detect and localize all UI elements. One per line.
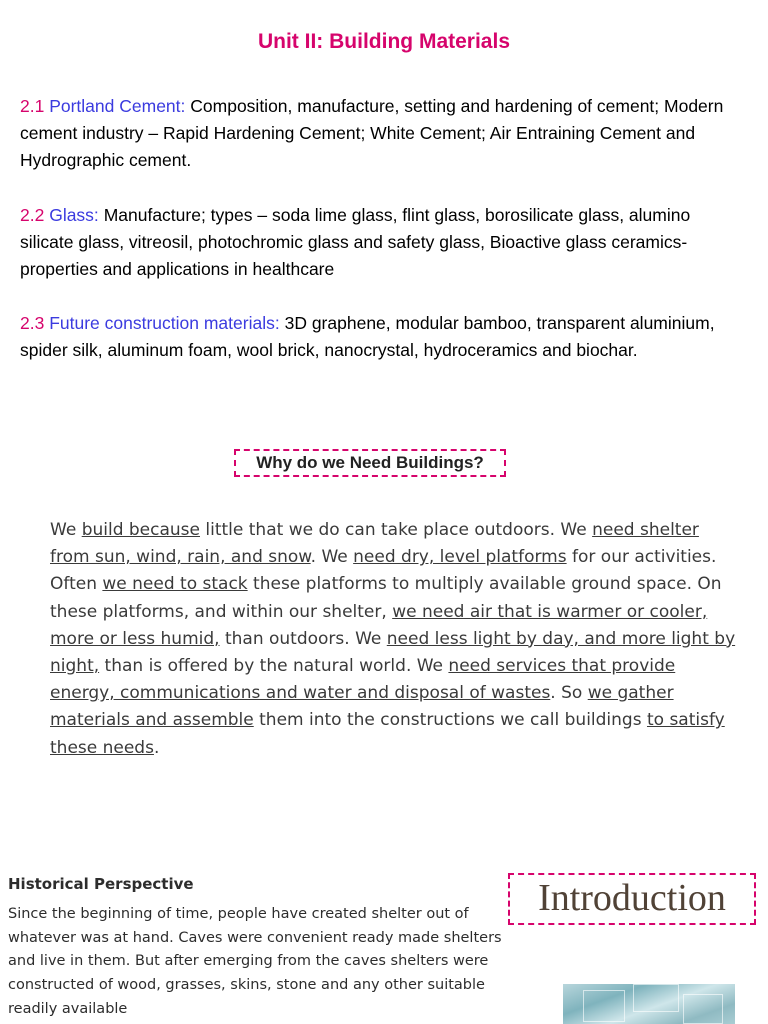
- paragraph-text: .: [153, 737, 160, 758]
- paragraph-text: them into the constructions we call buildings: [253, 710, 647, 731]
- section-2-3: [20, 310, 748, 364]
- underlined-phrase: need services that provide energy, communications and water and disposal of wastes: [50, 656, 676, 704]
- paragraph-text: little that we do can take place outdoors. We: [200, 520, 593, 540]
- section-number: 2.2: [20, 205, 45, 225]
- paragraph-text: . We: [310, 547, 354, 568]
- underlined-phrase: we need air that is warmer or cooler, more or less humid,: [50, 601, 708, 649]
- underlined-phrase: we gather materials and assemble: [50, 683, 674, 731]
- section-heading: Glass:: [49, 205, 99, 225]
- underlined-phrase: build because: [81, 520, 200, 540]
- underlined-phrase: need dry, level platforms: [353, 547, 567, 568]
- section-text: 3D graphene, modular bamboo, transparent aluminium, spider silk, aluminum foam, wool brick, nanocrystal, hydroceramics and biochar.: [20, 313, 715, 360]
- introduction-label: Introduction: [508, 873, 756, 925]
- historical-perspective-heading: Historical Perspective: [8, 875, 194, 893]
- historical-perspective-paragraph: Since the beginning of time, people have created shelter out of whatever was at hand. Caves were convenient ready made shelters and live in them. But after emerging from the caves shelters were constructed of wood, grasses, skins, stone and any other suitable readily available: [8, 906, 502, 1017]
- underlined-phrase: we need to stack: [102, 574, 248, 595]
- paragraph-text: for our activities. Often: [50, 547, 717, 595]
- section-text: Manufacture; types – soda lime glass, flint glass, borosilicate glass, alumino silicate glass, vitreosil, photochromic glass and safety glass, Bioactive glass ceramics-properties and applications in healthcare: [20, 205, 691, 279]
- why-buildings-paragraph: [50, 517, 740, 762]
- section-number: 2.3: [20, 313, 45, 333]
- paragraph-text: We: [50, 520, 82, 540]
- paragraph-text: . So: [550, 683, 588, 704]
- section-2-2: [20, 202, 748, 283]
- underlined-phrase: to satisfy these needs: [50, 710, 725, 758]
- page-title: Unit II: Building Materials: [257, 30, 510, 53]
- underlined-phrase: need shelter from sun, wind, rain, and snow: [50, 520, 699, 568]
- why-buildings-heading: Why do we Need Buildings?: [234, 449, 506, 477]
- section-heading: Portland Cement:: [49, 96, 186, 116]
- paragraph-text: these platforms to multiply available ground space. On these platforms, and within our shelter,: [50, 574, 722, 622]
- section-2-1: [20, 93, 748, 174]
- underlined-phrase: need less light by day, and more light by night,: [50, 628, 736, 677]
- glass-structure-photo: [563, 984, 735, 1024]
- section-number: 2.1: [20, 96, 45, 116]
- section-heading: Future construction materials:: [49, 313, 280, 333]
- section-text: Composition, manufacture, setting and hardening of cement; Modern cement industry – Rapid Hardening Cement; White Cement; Air Entraining Cement and Hydrographic cement.: [20, 96, 724, 170]
- paragraph-text: than outdoors. We: [219, 628, 387, 649]
- paragraph-text: than is offered by the natural world. We: [99, 656, 449, 677]
